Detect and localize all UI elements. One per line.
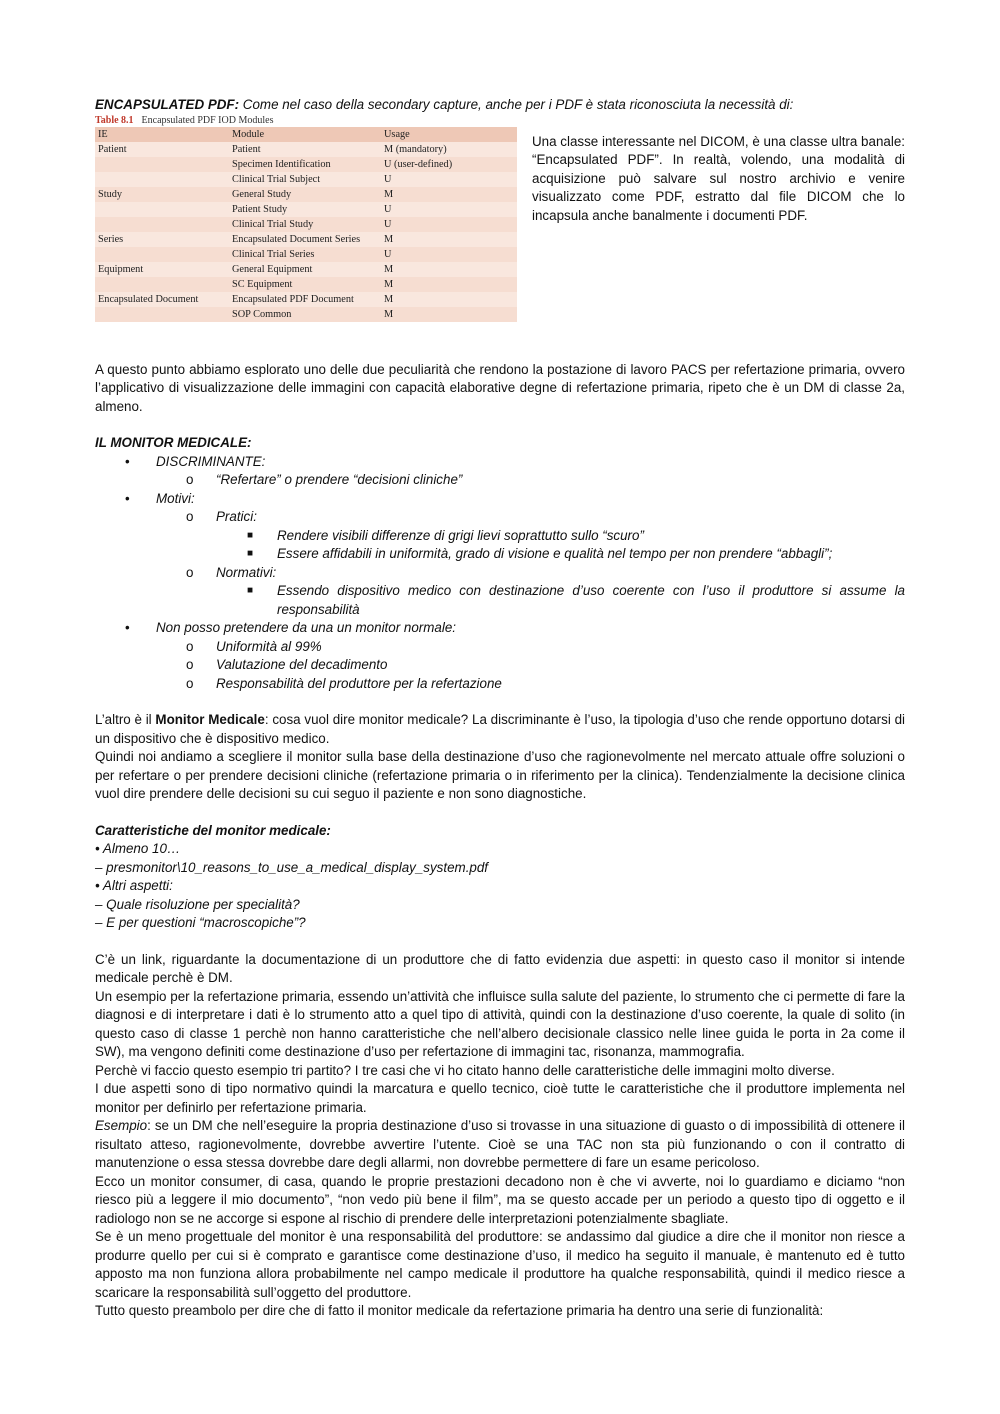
list-item: o Responsabilità del produttore per la refertazione <box>95 675 905 694</box>
table-cell: U <box>381 247 517 262</box>
document-page <box>95 96 905 1321</box>
table-cell <box>95 202 229 217</box>
table-caption-text: Encapsulated PDF IOD Modules <box>141 114 274 126</box>
iod-table-figure <box>95 115 517 322</box>
bullet-square: ■ <box>247 529 254 541</box>
paragraph-esempio: Esempio: se un DM che nell’eseguire la propria destinazione d’uso si trovasse in una situazione di guasto o di impossibilità di ottenere il risultato atteso, ragionevolmente, dovrebbe avvertire l’utente. Cioè se una TAC non sta più funzionando o con il contratto di manutenzione o essa stessa dovrebbe dare degli allarmi, non dovrebbe permettere di fare un esame pericoloso. <box>95 1118 905 1170</box>
table-cell: M <box>381 277 517 292</box>
figure-row <box>95 115 905 343</box>
table-cell: U <box>381 202 517 217</box>
table-cell: Patient Study <box>229 202 381 217</box>
table-cell: M <box>381 307 517 322</box>
caratteristiche-line: – Quale risoluzione per specialità? <box>95 896 300 912</box>
caratteristiche-heading: Caratteristiche del monitor medicale: <box>95 822 331 838</box>
list-item: • Motivi: <box>95 490 905 509</box>
table-cell: Encapsulated Document Series <box>229 232 381 247</box>
table-cell: Patient <box>95 142 229 157</box>
list-item: o Valutazione del decadimento <box>95 656 905 675</box>
caratteristiche-line: – presmonitor\10_reasons_to_use_a_medical_display_system.pdf <box>95 859 489 875</box>
table-row <box>95 292 517 307</box>
intro-text: Come nel caso della secondary capture, anche per i PDF è stata riconosciuta la necessità di: <box>239 97 794 112</box>
table-row <box>95 277 517 292</box>
table-cell: Series <box>95 232 229 247</box>
table-cell: SOP Common <box>229 307 381 322</box>
table-row <box>95 187 517 202</box>
table-row <box>95 202 517 217</box>
list-item: o Pratici: <box>95 508 905 527</box>
table-cell: M <box>381 232 517 247</box>
table-row <box>95 157 517 172</box>
table-cell <box>95 277 229 292</box>
table-caption <box>95 115 517 127</box>
table-cell <box>95 247 229 262</box>
bullet-dot: • <box>125 490 130 506</box>
list-item: ■ Essendo dispositivo medico con destinazione d’uso coerente con l’uso il produttore si assume la responsabilità <box>247 583 905 617</box>
list-item: • DISCRIMINANTE: <box>95 453 905 472</box>
bullet-square: ■ <box>247 585 254 596</box>
paragraph: Se è un meno progettuale del monitor è una responsabilità del produttore: se andassimo dal giudice a dire che il monitor non riesce a produrre quello per cui si è comprato e garantisce come destinazione d’uso, il medico ha seguito il manuale, è mantenuto ed è tutto apposto ma non funziona allora probabilmente nel campo medicale il produttore ha qualche responsabilità, quindi il medico riesce a scaricare la responsabilità sull’oggetto del produttore. <box>95 1229 905 1300</box>
table-caption-number: Table 8.1 <box>95 114 134 126</box>
table-cell: Specimen Identification <box>229 157 381 172</box>
table-cell: Clinical Trial Subject <box>229 172 381 187</box>
list-item: • Non posso pretendere da una un monitor normale: <box>95 619 905 638</box>
table-row <box>95 232 517 247</box>
table-cell <box>95 157 229 172</box>
list-item: ■ Rendere visibili differenze di grigi lievi soprattutto sullo “scuro” <box>95 527 905 546</box>
bullet-dot: • <box>125 620 130 635</box>
bullet-circle: o <box>186 638 194 654</box>
paragraph: Perchè vi faccio questo esempio tri partito? I tre casi che vi ho citato hanno delle caratteristiche delle immagini molto diverse. <box>95 1062 835 1078</box>
caratteristiche-line: • Almeno 10… <box>95 841 181 856</box>
monitor-list <box>95 453 905 694</box>
table-cell: Clinical Trial Series <box>229 247 381 262</box>
table-header-cell: Usage <box>381 127 517 142</box>
table-cell: General Study <box>229 187 381 202</box>
bullet-circle: o <box>186 657 194 672</box>
bullet-square: ■ <box>247 548 254 559</box>
caratteristiche-line: • Altri aspetti: <box>95 878 173 893</box>
bullet-circle: o <box>186 675 194 691</box>
table-row <box>95 247 517 262</box>
table-row <box>95 172 517 187</box>
table-cell: Encapsulated Document <box>95 292 229 307</box>
bullet-circle: o <box>186 472 194 487</box>
bullet-circle: o <box>186 564 194 580</box>
table-cell: M (mandatory) <box>381 142 517 157</box>
bullet-circle: o <box>186 509 194 524</box>
bullet-dot: • <box>125 453 130 469</box>
table-cell: Clinical Trial Study <box>229 217 381 232</box>
list-item: o Uniformità al 99% <box>95 638 905 657</box>
side-paragraph: Una classe interessante nel DICOM, è una classe ultra banale: “Encapsulated PDF”. In realtà, volendo, una modalità di acquisizione può salvare sul nostro archivio e venire visualizzato come PDF, estratto dal file DICOM che lo incapsula anche banalmente i documenti PDF. <box>532 133 905 223</box>
table-header-cell: Module <box>229 127 381 142</box>
paragraph: I due aspetti sono di tipo normativo quindi la marcatura e quello tecnico, cioè tutte le caratteristiche che il produttore implementa nel monitor per definirlo per refertazione primaria. <box>95 1081 905 1115</box>
table-cell: Equipment <box>95 262 229 277</box>
iod-modules-table <box>95 127 517 322</box>
table-cell <box>95 172 229 187</box>
paragraph: Ecco un monitor consumer, di casa, quando le proprie prestazioni decadono non è che vi avverte, noi lo guardiamo e diciamo “non riesco più a leggere il mio documento”, “non vedo più bene il film”, ma se questo accade per un periodo a questo tipo di oggetto e il radiologo non se ne accorge si espone al rischio di prendere delle interpretazioni potenzialmente sbagliate. <box>95 1173 905 1226</box>
table-cell: General Equipment <box>229 262 381 277</box>
table-row <box>95 142 517 157</box>
table-cell <box>95 217 229 232</box>
intro-heading: ENCAPSULATED PDF: <box>95 97 240 112</box>
paragraph: C’è un link, riguardante la documentazione di un produttore che di fatto evidenzia due aspetti: in questo caso il monitor si intende medicale perchè è DM. <box>95 951 905 985</box>
caratteristiche-line: – E per questioni “macroscopiche”? <box>95 915 306 930</box>
table-cell <box>95 307 229 322</box>
table-header-cell: IE <box>95 127 229 142</box>
paragraph-scelta: Quindi noi andiamo a scegliere il monitor sulla base della destinazione d’uso che ragionevolmente nel mercato attuale offre soluzioni o per refertare o per prendere decisioni cliniche (refertazione primaria o in riferimento per la clinica). Tendenzialmente la decisione clinica vuol dire prendere delle decisioni su cui seguo il paziente e non sono diagnostiche. <box>95 749 905 801</box>
paragraph-pacs: A questo punto abbiamo esplorato uno delle due peculiarità che rendono la postazione di lavoro PACS per refertazione primaria, ovvero l’applicativo di visualizzazione delle immagini con capacità elaborative degne di refertazione primaria, ripeto che è un DM di classe 2a, almeno. <box>95 361 905 414</box>
table-header-row <box>95 127 517 142</box>
list-item: o Normativi: <box>95 564 905 583</box>
table-cell: M <box>381 292 517 307</box>
table-row <box>95 217 517 232</box>
paragraph-altro: L’altro è il Monitor Medicale: cosa vuol dire monitor medicale? La discriminante è l’uso, la tipologia d’uso che rende opportuno dotarsi di un dispositivo che è dispositivo medico. <box>95 712 905 746</box>
intro-line <box>95 96 905 115</box>
table-cell: M <box>381 262 517 277</box>
table-cell: Study <box>95 187 229 202</box>
table-cell: U (user-defined) <box>381 157 517 172</box>
table-cell: U <box>381 217 517 232</box>
table-cell: SC Equipment <box>229 277 381 292</box>
paragraph: Tutto questo preambolo per dire che di fatto il monitor medicale da refertazione primaria ha dentro una serie di funzionalità: <box>95 1303 824 1318</box>
paragraph: Un esempio per la refertazione primaria, essendo un’attività che influisce sulla salute del paziente, lo strumento che ci permette di fare la diagnosi e di interpretare i dati è lo strumento atto a quel tipo di attività, quindi con la destinazione d’uso coerente, la quale di solito (in questo caso di classe 1 perchè non hanno caratteristiche che nell’albero decisionale classico nelle linee guida le porta in 2a come il SW), ma vengono definiti come destinazione d’uso per refertazione di immagini tac, risonanza, mammografia. <box>95 988 905 1059</box>
monitor-heading: IL MONITOR MEDICALE: <box>95 435 252 450</box>
list-item: o “Refertare” o prendere “decisioni cliniche” <box>95 471 905 490</box>
table-cell: U <box>381 172 517 187</box>
table-row <box>95 262 517 277</box>
table-cell: M <box>381 187 517 202</box>
table-row <box>95 307 517 322</box>
bold-term: Monitor Medicale <box>155 712 265 727</box>
table-cell: Patient <box>229 142 381 157</box>
esempio-label: Esempio <box>95 1118 148 1133</box>
list-item: ■ Essere affidabili in uniformità, grado di visione e qualità nel tempo per non prendere “abbagli”; <box>95 545 905 564</box>
table-cell: Encapsulated PDF Document <box>229 292 381 307</box>
